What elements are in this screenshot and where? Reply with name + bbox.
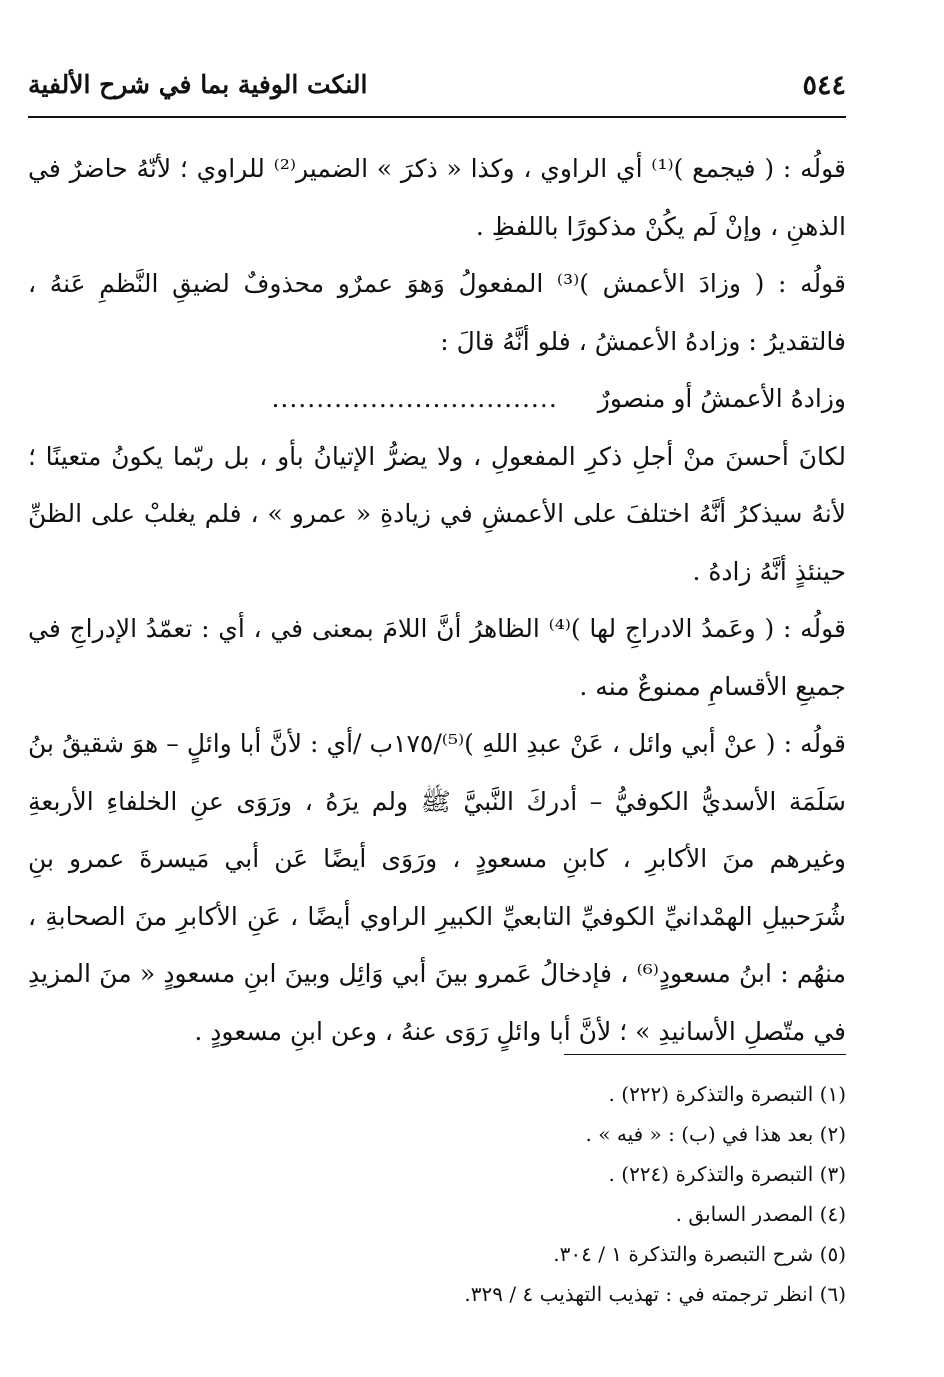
footnote-2: (٢) بعد هذا في (ب) : « فيه » . — [585, 1122, 846, 1146]
footnote-4: (٤) المصدر السابق . — [675, 1202, 846, 1226]
paragraph-3: لكانَ أحسنَ منْ أجلِ ذكرِ المفعولِ ، ولا يضرُّ الإتيانُ بأو ، بل ربّما يكونُ متعينًا ؛ لأنهُ سيذكرُ أنَّهُ اختلفَ على الأعمشِ في زيادةِ « عمرو » ، فلم يغلبْ على الظنِّ حينئذٍ أنَّهُ زادهُ . — [28, 441, 846, 586]
verse-hemistich: وزادهُ الأعمشُ أو منصورٌ — [597, 384, 846, 413]
paragraph-2: قولُه : ( وزادَ الأعمش )⁽³⁾ المفعولُ وَهوَ عمرٌو محذوفٌ لضيقِ النَّظمِ عَنهُ ، فالتقديرُ : وزادهُ الأعمشُ ، فلو أنَّهُ قالَ : — [28, 269, 846, 356]
paragraph-4: قولُه : ( وعَمدُ الادراجِ لها )⁽⁴⁾ الظاهرُ أنَّ اللامَ بمعنى في ، أي : تعمّدُ الإدراجِ في جميعِ الأقسامِ ممنوعٌ منه . — [28, 614, 846, 701]
paragraph-5: قولُه : ( عنْ أبي وائل ، عَنْ عبدِ اللهِ )⁽⁵⁾/١٧٥ب /أي : لأنَّ أبا وائلٍ – هوَ شقيقُ بنُ سَلَمَة الأسديُّ الكوفيُّ – أدركَ النَّبيَّ ﷺ ولم يرَهُ ، ورَوَى عنِ الخلفاءِ الأربعةِ وغيرهم منَ الأكابرِ ، كابنِ مسعودٍ ، ورَوَى أيضًا عَن أبي مَيسرةَ عمرو بنِ شُرَحبيلِ الهمْدانيِّ الكوفيِّ التابعيِّ الكبيرِ الراوي أيضًا ، عَنِ الأكابرِ منَ الصحابةِ ، منهُم : ابنُ مسعودٍ⁽⁶⁾ ، فإدخالُ عَمرو بينَ أبي وَائِل وبينَ ابنِ مسعودٍ « منَ المزيدِ في متّصلِ الأسانيدِ » ؛ لأنَّ أبا وائلٍ رَوَى عنهُ ، وعن ابنِ مسعودٍ . — [28, 729, 846, 1046]
header-divider — [28, 116, 846, 118]
footnote-3: (٣) التبصرة والتذكرة (٢٢٤) . — [608, 1162, 846, 1186]
main-text — [28, 140, 846, 1060]
verse-line — [28, 370, 846, 428]
page-number: ٥٤٤ — [802, 70, 846, 101]
footnote-1: (١) التبصرة والتذكرة (٢٢٢) . — [608, 1082, 846, 1106]
verse-dots: ................................ — [271, 384, 558, 413]
page-header — [28, 62, 846, 110]
footnote-divider — [564, 1054, 846, 1055]
paragraph-1: قولُه : ( فيجمع )⁽¹⁾ أي الراوي ، وكذا « ذكرَ » الضمير⁽²⁾ للراوي ؛ لأنّهُ حاضرٌ في الذهنِ ، وإنْ لَم يكُنْ مذكورًا باللفظِ . — [28, 154, 846, 241]
footnote-5: (٥) شرح التبصرة والتذكرة ١ / ٣٠٤. — [553, 1242, 846, 1266]
footnote-6: (٦) انظر ترجمته في : تهذيب التهذيب ٤ / ٣٢٩. — [464, 1282, 846, 1306]
running-title: النكت الوفية بما في شرح الألفية — [28, 70, 368, 99]
footnotes — [120, 1074, 846, 1314]
